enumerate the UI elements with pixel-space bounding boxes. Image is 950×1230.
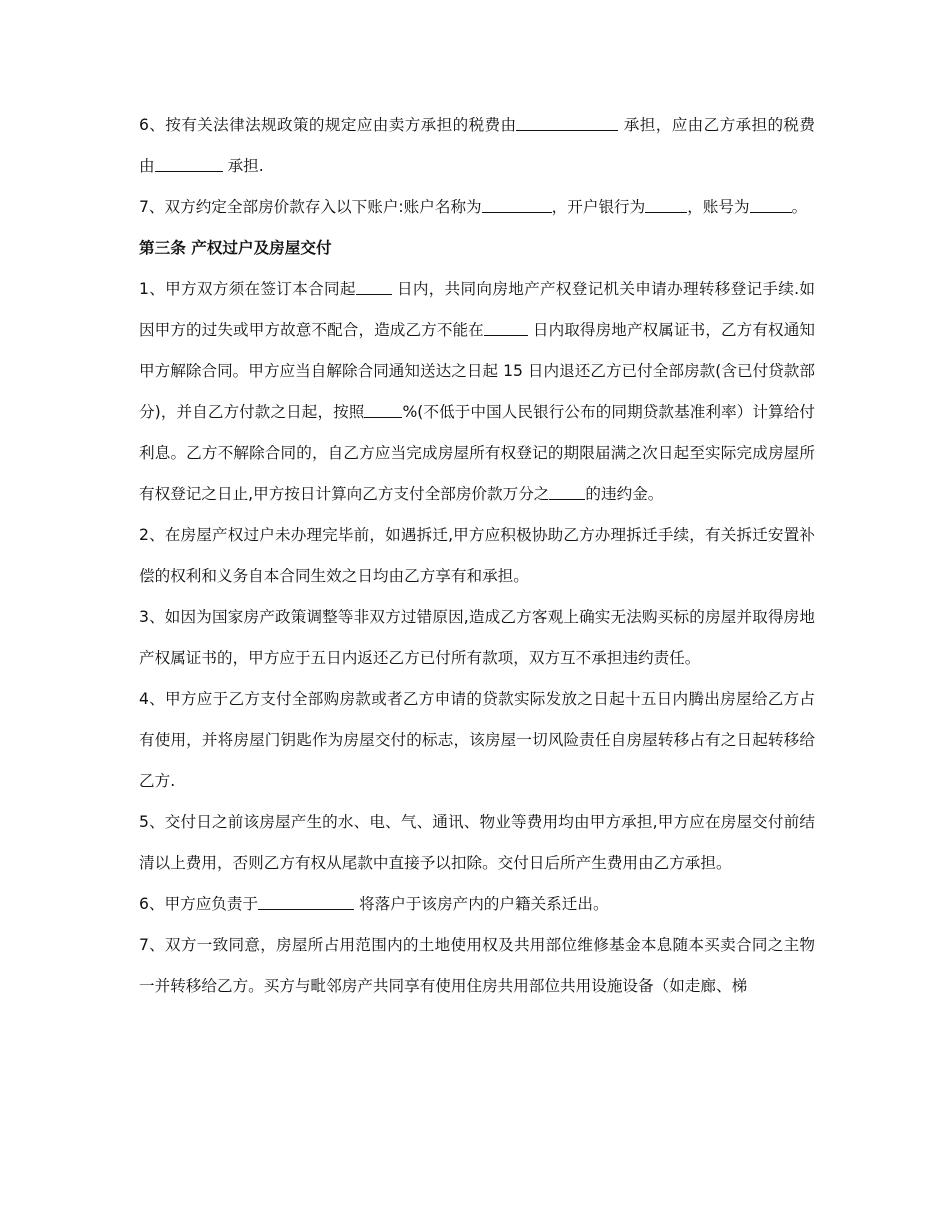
- clause-text: 日内取得房地产权属证书，乙方有权通知甲方解除合同。甲方应当自解除合同通知送达之日起 15 日内退还乙方已付全部房款(含已付贷款部分)，并自乙方付款之日起，按照: [139, 321, 815, 421]
- blank-interest-rate[interactable]: [364, 401, 402, 418]
- blank-buyer-tax-payer[interactable]: [155, 155, 223, 172]
- section-3-title: 第三条 产权过户及房屋交付: [139, 239, 332, 257]
- blank-seller-tax-payer[interactable]: [516, 114, 618, 131]
- clause-text: 的违约金。: [585, 485, 664, 503]
- clause-3-item-4: 4、甲方应于乙方支付全部购房款或者乙方申请的贷款实际发放之日起十五日内腾出房屋给乙方占有使用，并将房屋门钥匙作为房屋交付的标志，该房屋一切风险责任自房屋转移占有之日起转移给乙方.: [139, 690, 815, 790]
- blank-penalty-rate[interactable]: [549, 483, 585, 500]
- blank-account-name[interactable]: [482, 196, 552, 213]
- blank-certificate-days[interactable]: [484, 319, 528, 336]
- blank-bank-name[interactable]: [645, 196, 687, 213]
- clause-2-item-7: [139, 187, 815, 228]
- clause-text: 承担.: [222, 157, 264, 175]
- blank-account-number[interactable]: [750, 196, 792, 213]
- clause-text: 日内，共同向房地产产权登记机关申请办理转移登记手续.如因甲方的过失或甲方故意不配合，造成乙方不能在: [139, 280, 816, 339]
- clause-text: 将落户于该房产内的户籍关系迁出。: [354, 895, 609, 913]
- clause-text: ，账号为: [687, 198, 750, 216]
- blank-registration-days[interactable]: [356, 278, 392, 295]
- clause-text: 。: [791, 198, 808, 216]
- clause-text: 7、双方约定全部房价款存入以下账户:账户名称为: [139, 198, 482, 216]
- clause-3-item-2: 2、在房屋产权过户未办理完毕前，如遇拆迁,甲方应积极协助乙方办理拆迁手续，有关拆迁安置补偿的权利和义务自本合同生效之日均由乙方享有和承担。: [139, 526, 815, 585]
- clause-text: %(不低于中国人民银行公布的同期贷款基准利率）计算给付利息。乙方不解除合同的，自乙方应当完成房屋所有权登记的期限届满之次日起至实际完成房屋所有权登记之日止,甲方按日计算向乙方支付全部房价款万分之: [139, 403, 815, 503]
- clause-text: 6、甲方应负责于: [139, 895, 259, 913]
- clause-3-item-3: 3、如因为国家房产政策调整等非双方过错原因,造成乙方客观上确实无法购买标的房屋并取得房地产权属证书的，甲方应于五日内返还乙方已付所有款项，双方互不承担违约责任。: [139, 608, 815, 667]
- clause-2-item-6: [139, 105, 815, 187]
- clause-3-item-5: 5、交付日之前该房屋产生的水、电、气、通讯、物业等费用均由甲方承担,甲方应在房屋交付前结清以上费用，否则乙方有权从尾款中直接予以扣除。交付日后所产生费用由乙方承担。: [139, 813, 815, 872]
- clause-3-item-7: 7、双方一致同意，房屋所占用范围内的土地使用权及共用部位维修基金本息随本买卖合同之主物一并转移给乙方。买方与毗邻房产共同享有使用住房共用部位共用设施设备（如走廊、梯: [139, 936, 815, 995]
- clause-text: 承担，应由乙方承担的税费由: [139, 116, 815, 175]
- clause-3-item-1: [139, 269, 815, 515]
- clause-3-item-6: [139, 884, 815, 925]
- blank-household-move-date[interactable]: [258, 893, 354, 910]
- contract-page: [139, 105, 815, 1007]
- clause-text: 6、按有关法律法规政策的规定应由卖方承担的税费由: [139, 116, 517, 134]
- clause-text: ，开户银行为: [551, 198, 646, 216]
- clause-text: 1、甲方双方须在签订本合同起: [139, 280, 356, 298]
